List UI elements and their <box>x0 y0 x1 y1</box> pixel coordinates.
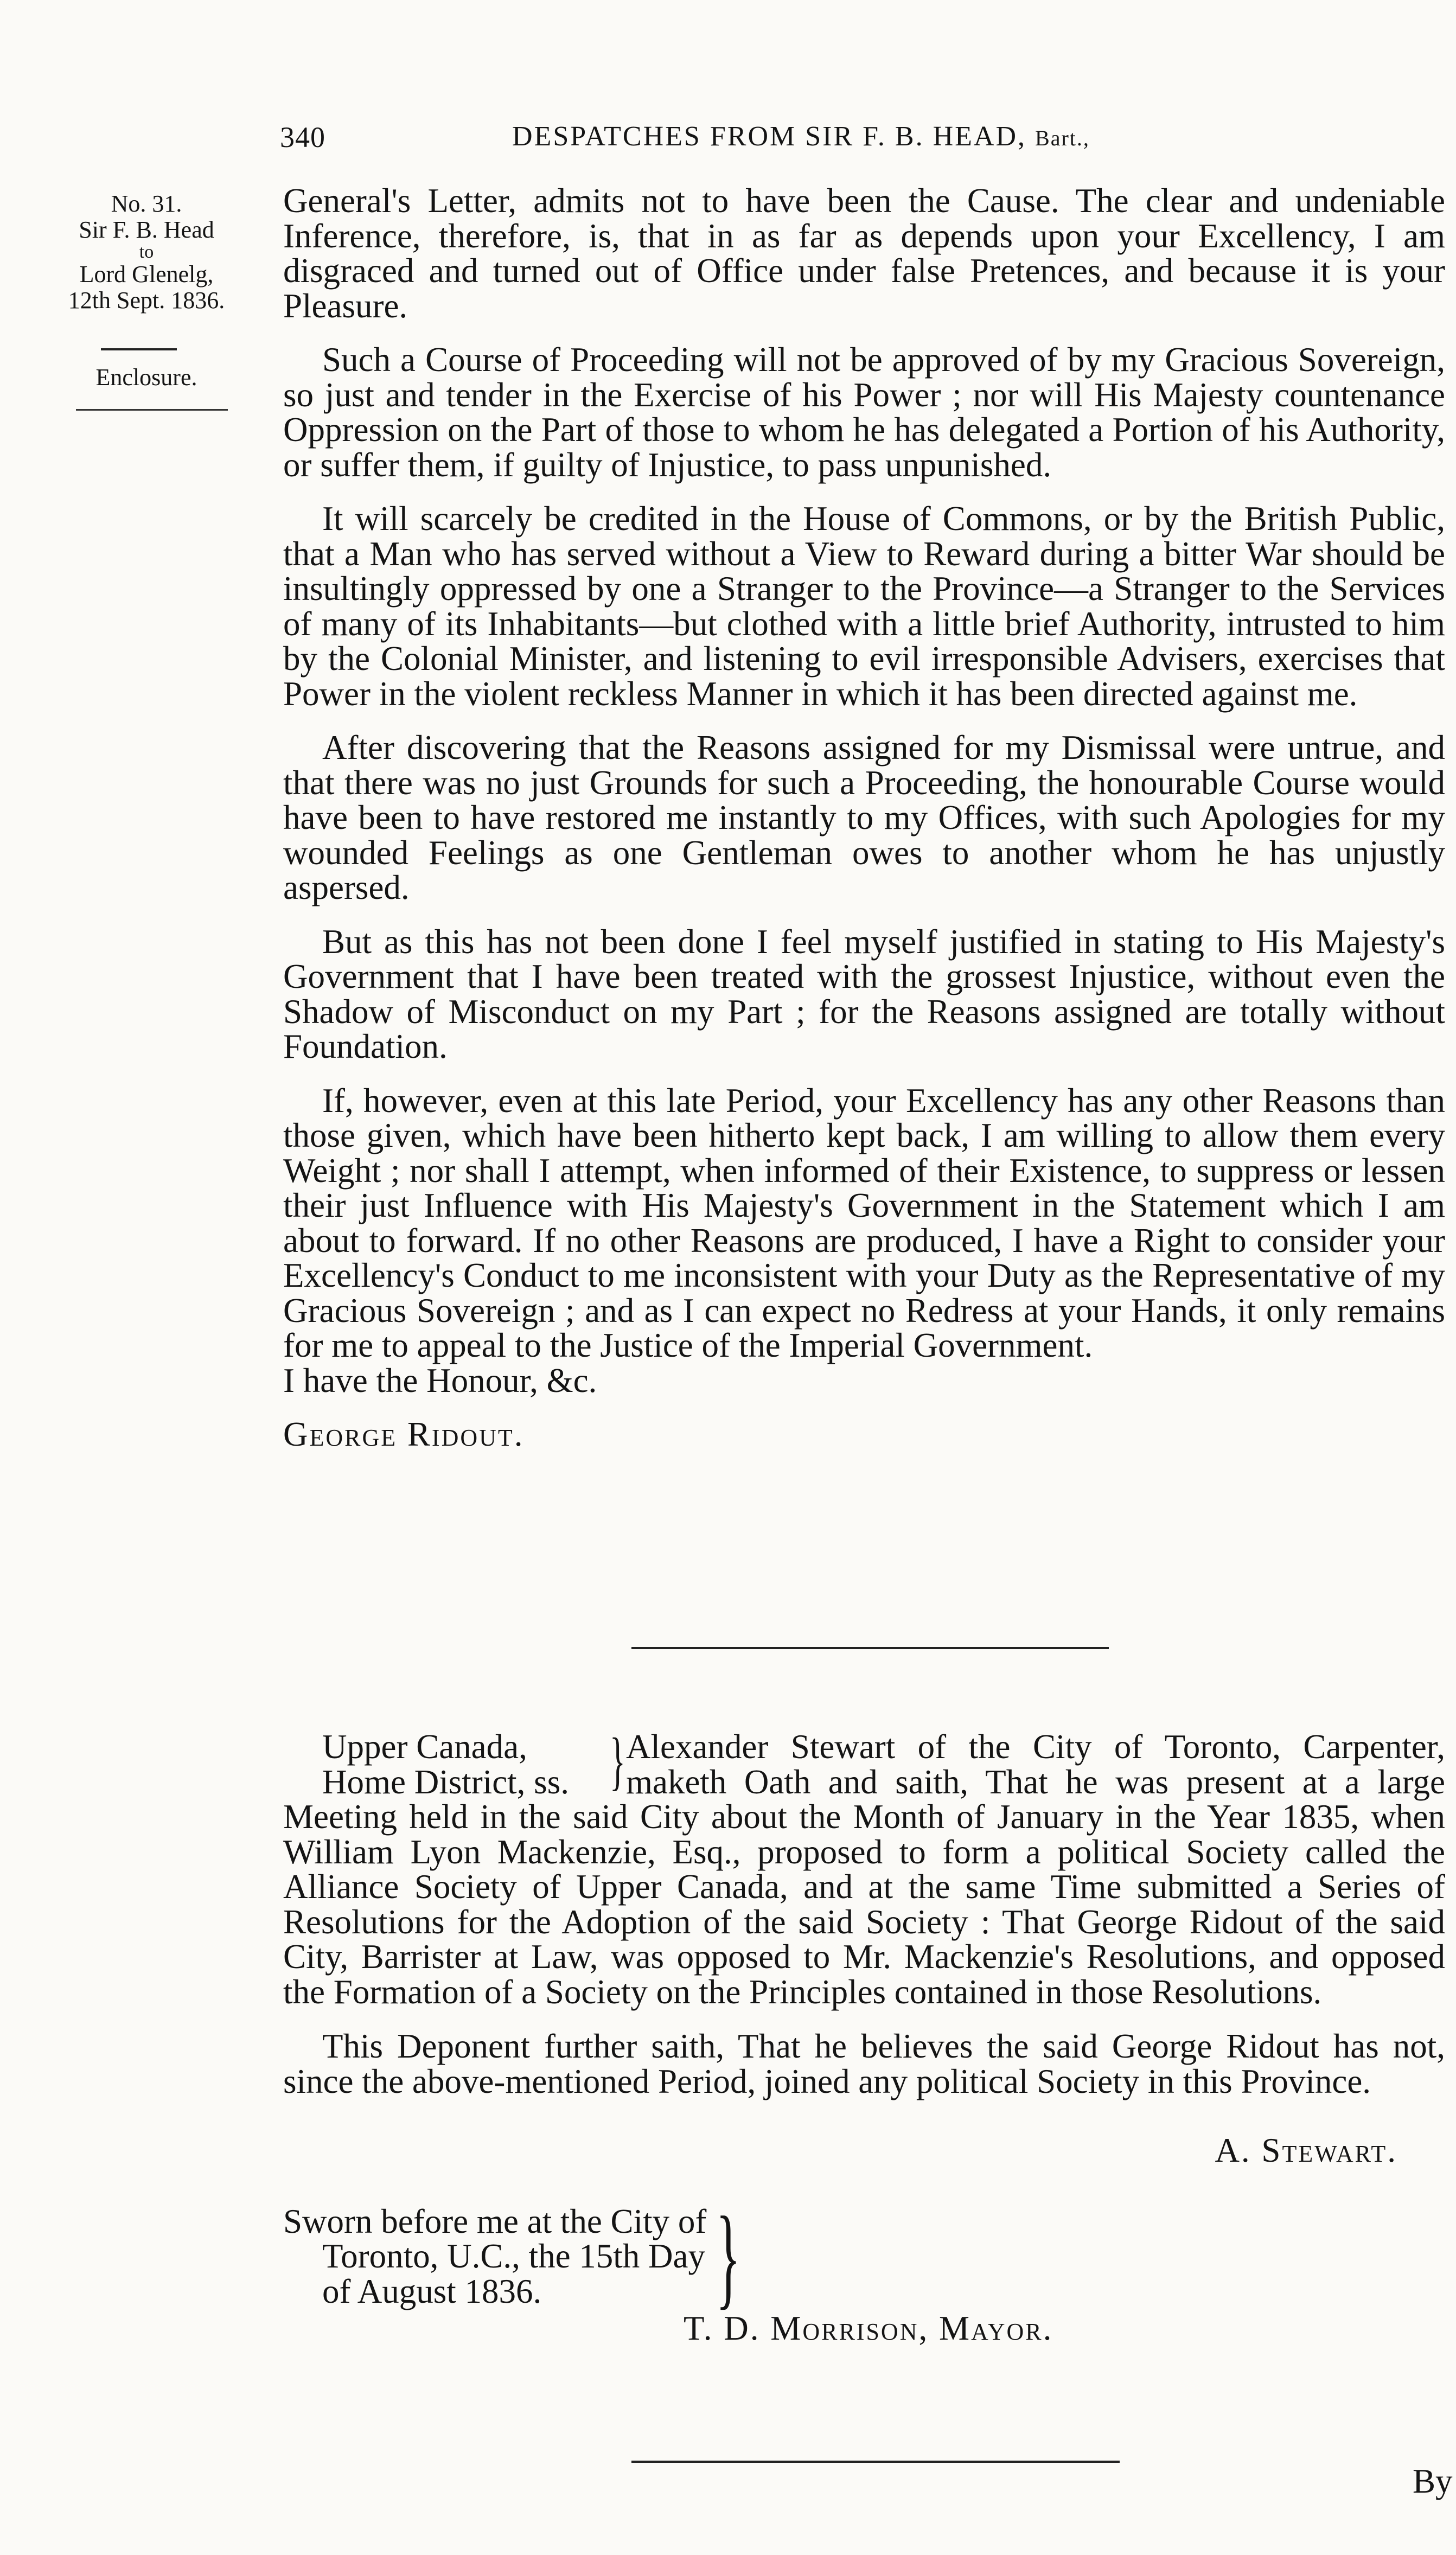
affidavit-body: Meeting held in the said City about the Month of January in the Year 1835, when William Lyon Mackenzie, Esq., proposed to form a political Society called the Alliance Society of Upper Canada, and at the same Time submitted a Series of Resolutions for the Adoption of the said Society : That George Ridout of the said City, Barrister at Law, was opposed to Mr. Mackenzie's Resolutions, and opposed the Formation of a Society on the Principles contained in those Resolutions. <box>283 1798 1445 2011</box>
margin-divider <box>101 348 177 350</box>
page-number: 340 <box>280 121 325 154</box>
jurat-line: Sworn before me at the City of <box>283 2202 707 2240</box>
affidavit-opening <box>626 1729 1445 1799</box>
letter-paragraph: But as this has not been done I feel myself justified in stating to His Majesty's Government that I have been treated with the grossest Injustice, without even the Shadow of Misconduct on my Part ; for the Reasons assigned are totally without Foundation. <box>283 922 1445 1065</box>
section-divider <box>631 1647 1109 1649</box>
jurat-line: of August 1836. <box>322 2272 542 2310</box>
jurat-lines <box>283 2204 706 2309</box>
letter-paragraph: General's Letter, admits not to have been the Cause. The clear and undeniable Inference, therefore, is, that in as far as depends upon your Excellency, I am disgraced and turned out of Office under false Pretences, and because it is your Pleasure. <box>283 182 1445 325</box>
affidavit-heading <box>283 1724 1445 1801</box>
margin-line-to: to <box>139 242 154 262</box>
affidavit-signature: A. Stewart. <box>1215 2131 1397 2169</box>
running-head-suffix: Bart., <box>1035 126 1090 150</box>
margin-note <box>38 191 255 314</box>
running-head-title: DESPATCHES FROM SIR F. B. HEAD, <box>512 121 1027 152</box>
letter-paragraph: After discovering that the Reasons assigned for my Dismissal were untrue, and that there was no just Grounds for such a Proceeding, the honourable Course would have been to have restored me instantly to my Offices, with such Apologies for my wounded Feelings as one Gentleman owes to another whom he has unjustly aspersed. <box>283 729 1445 906</box>
margin-divider-lower <box>76 409 228 411</box>
margin-line-date: 12th Sept. 1836. <box>68 287 225 314</box>
running-head <box>512 120 1090 152</box>
affidavit-venue-line: Upper Canada, <box>322 1728 527 1766</box>
letter-paragraph: Such a Course of Proceeding will not be approved of by my Gracious Sovereign, so just and tender in the Exercise of his Power ; nor will His Majesty countenance Oppression on the Part of those to whom he has delegated a Portion of his Authority, or suffer them, if guilty of Injustice, to pass unpunished. <box>283 341 1445 484</box>
mayor-signature: T. D. Morrison, Mayor. <box>684 2309 1053 2347</box>
margin-line-sender: Sir F. B. Head <box>79 216 214 243</box>
letter-paragraph: If, however, even at this late Period, your Excellency has any other Reasons than those given, which have been hitherto kept back, I am willing to allow them every Weight ; nor shall I attempt, when informed of their Existence, to suppress or lessen their just Influence with His Majesty's Government in the Statement which I am about to forward. If no other Reasons are produced, I have a Right to consider your Excellency's Conduct to me inconsistent with your Duty as the Representative of my Gracious Sovereign ; and as I can expect no Redress at your Hands, it only remains for me to appeal to the Justice of the Imperial Government. <box>283 1081 1445 1364</box>
affidavit-venue <box>283 1729 604 1799</box>
affidavit-opening-line: maketh Oath and saith, That he was present at a large <box>626 1762 1445 1801</box>
jurat-line: Toronto, U.C., the 15th Day <box>322 2237 706 2276</box>
letter-signature: George Ridout. <box>283 1415 525 1453</box>
affidavit-venue-line: Home District, ss. <box>322 1762 569 1801</box>
bottom-divider <box>631 2461 1120 2463</box>
brace-glyph: } <box>610 1724 625 1797</box>
margin-enclosure-label: Enclosure. <box>95 364 197 391</box>
jurat <box>283 2193 1445 2320</box>
letter-paragraph: It will scarcely be credited in the House of Commons, or by the British Public, that a Man who has served without a View to Reward during a bitter War should be insultingly oppressed by one a Stranger to the Province—a Stranger to the Services of many of its Inhabitants—but clothed with a little brief Authority, intrusted to him by the Colonial Minister, and listening to evil irresponsible Advisers, exercises that Power in the violent reckless Manner in which it has been directed against me. <box>283 500 1445 713</box>
margin-line-recipient: Lord Glenelg, <box>79 261 214 288</box>
affidavit <box>283 1724 1445 2380</box>
affidavit-opening-line: Alexander Stewart of the City of Toronto, Carpenter, <box>626 1728 1445 1766</box>
margin-line-number: No. 31. <box>111 190 182 217</box>
letter-body <box>283 183 1445 1471</box>
affidavit-paragraph: This Deponent further saith, That he believes the said George Ridout has not, since the above-mentioned Period, joined any political Society in this Province. <box>283 2027 1445 2100</box>
letter-closing: I have the Honour, &c. <box>283 1361 597 1400</box>
brace-glyph: } <box>716 2193 741 2320</box>
catchword: By <box>1413 2462 1453 2500</box>
